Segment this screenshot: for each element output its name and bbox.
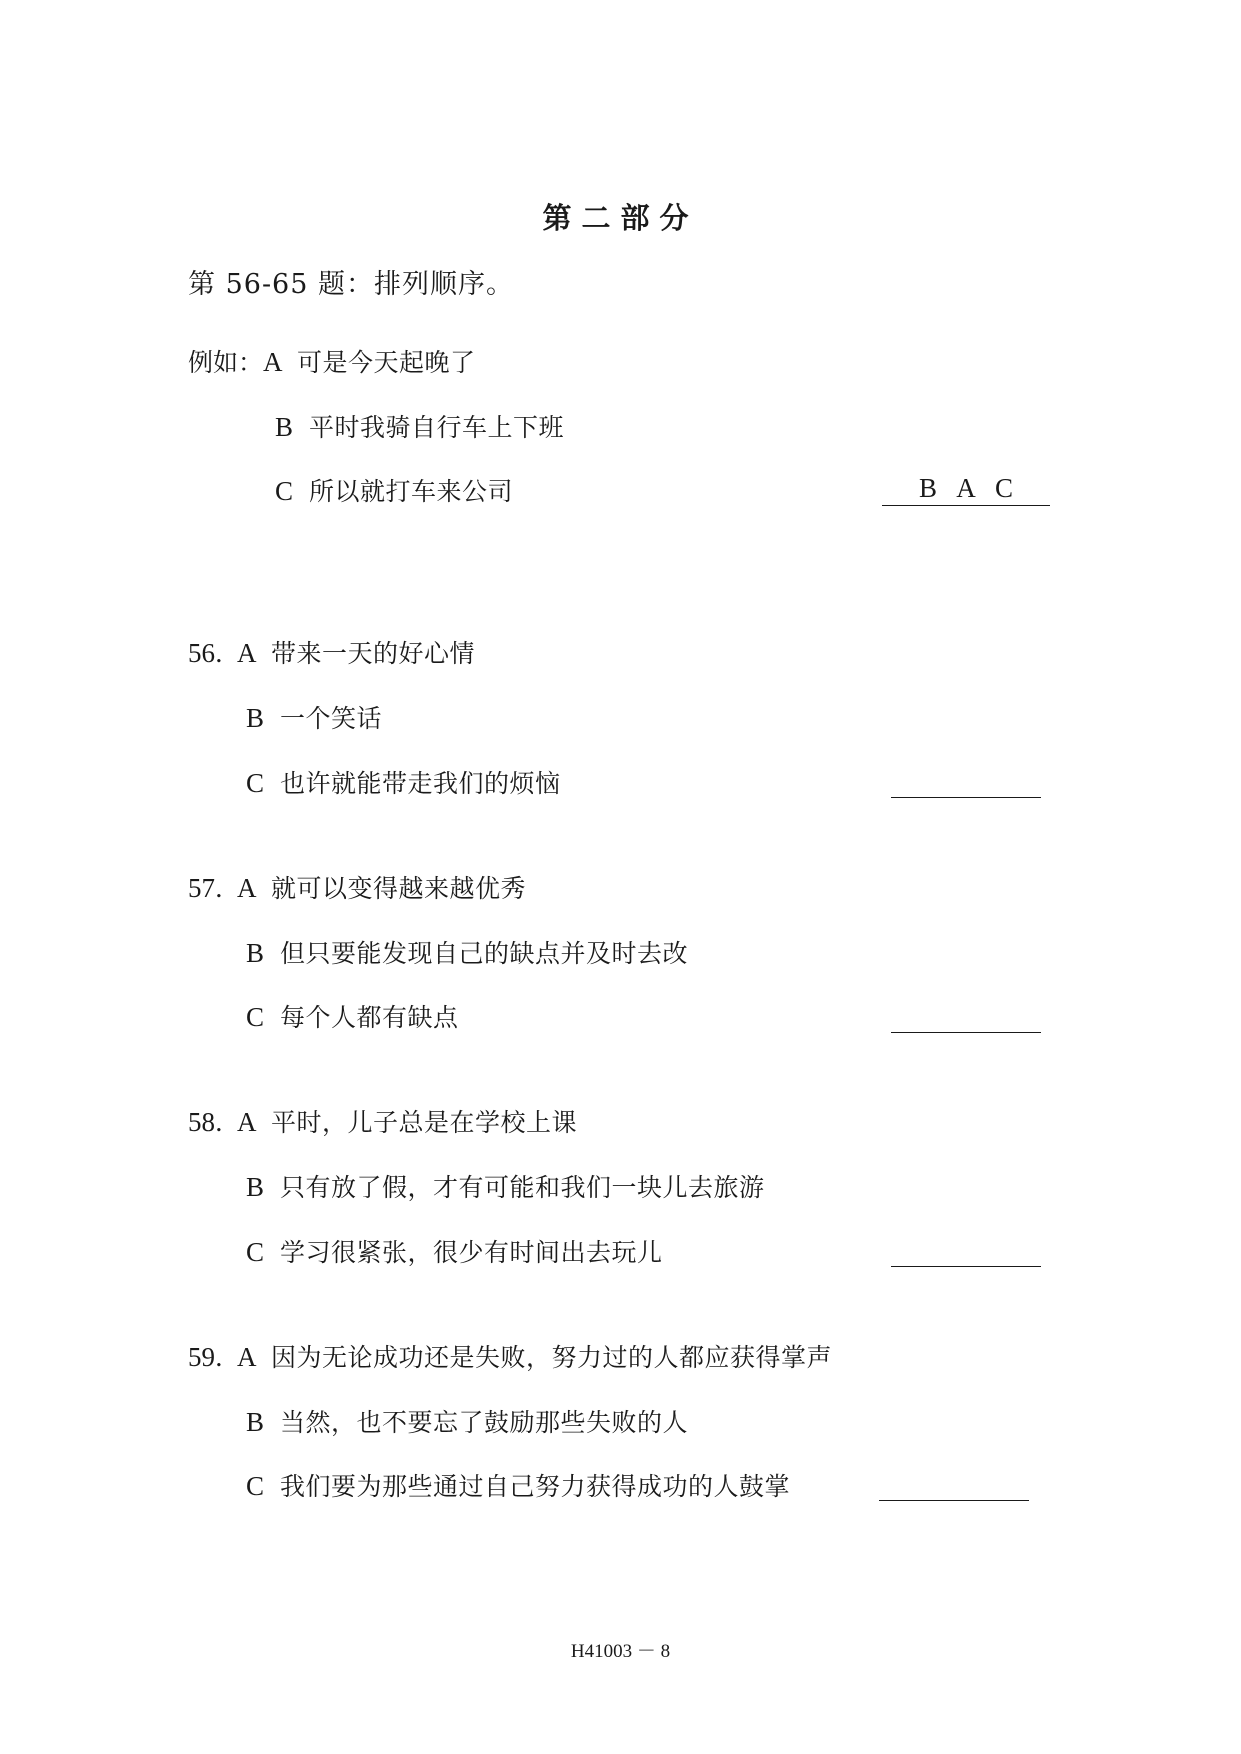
option-text: 带来一天的好心情 (271, 639, 476, 668)
page-title: 第二部分 (542, 201, 699, 235)
question-56-option-b (246, 701, 382, 736)
page-footer: H41003 － 8 (570, 1641, 671, 1662)
option-text: 但只要能发现自己的缺点并及时去改 (280, 939, 689, 968)
option-letter: A (237, 1342, 257, 1372)
option-text: 因为无论成功还是失败，努力过的人都应获得掌声 (271, 1343, 833, 1372)
question-58-option-b (246, 1170, 765, 1205)
example-answer: B A C (918, 473, 1014, 503)
option-letter: C (246, 1471, 265, 1501)
option-letter: A (263, 347, 283, 377)
question-57-option-c (246, 1000, 459, 1035)
example-option-a (188, 345, 476, 380)
question-number: 56 (188, 638, 215, 668)
option-text: 就可以变得越来越优秀 (271, 874, 527, 903)
option-letter: C (246, 1237, 265, 1267)
option-letter: C (275, 476, 294, 506)
question-56-option-c (246, 766, 561, 801)
question-57-option-b (246, 936, 688, 971)
option-letter: B (246, 938, 265, 968)
question-59-option-a: 59．A 因为无论成功还是失败，努力过的人都应获得掌声 (188, 1342, 833, 1372)
question-58-option-a: 58．A 平时，儿子总是在学校上课 (188, 1107, 578, 1137)
example-option-b (275, 410, 564, 445)
option-letter: A (237, 1107, 257, 1137)
answer-blank-58[interactable] (891, 1266, 1041, 1267)
option-text: 每个人都有缺点 (280, 1003, 459, 1032)
option-text: 也许就能带走我们的烦恼 (280, 769, 561, 798)
option-text: 只有放了假，才有可能和我们一块儿去旅游 (280, 1173, 765, 1202)
option-letter: B (275, 412, 294, 442)
option-text: 平时，儿子总是在学校上课 (271, 1108, 578, 1137)
option-letter: A (237, 638, 257, 668)
question-58-option-c (246, 1235, 663, 1270)
option-text: 所以就打车来公司 (309, 477, 514, 506)
question-59-option-b (246, 1405, 688, 1440)
section-instructions: 第 56-65 题：排列顺序。 (188, 269, 515, 300)
option-letter: C (246, 1002, 265, 1032)
option-text: 当然，也不要忘了鼓励那些失败的人 (280, 1408, 689, 1437)
question-59-option-c (246, 1469, 790, 1504)
example-answer-line (882, 505, 1050, 506)
example-prefix: 例如： (188, 348, 264, 377)
option-letter: B (246, 1407, 265, 1437)
question-number: 57 (188, 873, 215, 903)
example-option-c (275, 474, 513, 509)
answer-blank-56[interactable] (891, 797, 1041, 798)
answer-blank-59[interactable] (879, 1500, 1029, 1501)
question-57-option-a: 57．A 就可以变得越来越优秀 (188, 873, 527, 903)
option-text: 一个笑话 (280, 704, 383, 733)
question-56-option-a: 56．A 带来一天的好心情 (188, 638, 476, 668)
option-letter: B (246, 703, 265, 733)
answer-blank-57[interactable] (891, 1032, 1041, 1033)
option-text: 学习很紧张，很少有时间出去玩儿 (280, 1238, 663, 1267)
option-letter: B (246, 1172, 265, 1202)
option-text: 我们要为那些通过自己努力获得成功的人鼓掌 (280, 1472, 791, 1501)
question-number: 59 (188, 1342, 215, 1372)
option-text: 平时我骑自行车上下班 (309, 413, 565, 442)
option-letter: A (237, 873, 257, 903)
option-text: 可是今天起晚了 (297, 348, 476, 377)
question-number: 58 (188, 1107, 215, 1137)
option-letter: C (246, 768, 265, 798)
